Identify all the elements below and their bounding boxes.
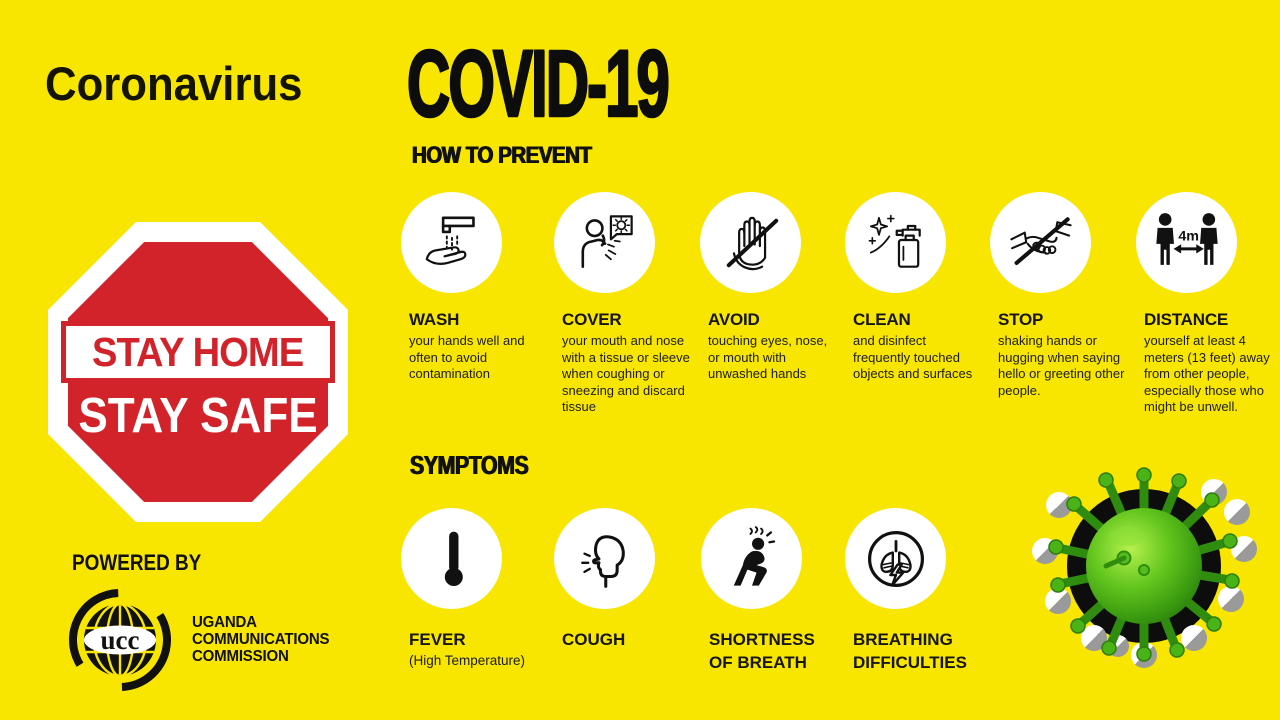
cough-icon <box>567 521 643 597</box>
clean-disinfect-icon <box>859 206 933 280</box>
avoid-touching-face-icon <box>714 206 788 280</box>
prevention-description: your mouth and nose with a tissue or sleeve when coughing or sneezing and discard tissue <box>562 333 690 414</box>
org-line: UGANDA <box>192 614 257 631</box>
prevention-description: your hands well and often to avoid contamination <box>409 333 525 381</box>
prevention-description: touching eyes, nose, or mouth with unwashed hands <box>708 333 828 381</box>
brand-title: Coronavirus <box>45 57 303 110</box>
symptom-item-fever <box>401 508 571 668</box>
org-line: COMMUNICATIONS <box>192 631 330 648</box>
prevention-description: and disinfect frequently touched objects and surfaces <box>853 333 973 381</box>
prevention-label: CLEAN <box>853 310 911 329</box>
coronavirus-illustration <box>1032 450 1258 682</box>
prevention-description: shaking hands or hugging when saying hello or greeting other people. <box>998 333 1125 398</box>
prevention-heading: HOW TO PREVENT <box>412 142 592 169</box>
cover-cough-icon <box>568 206 642 280</box>
prevention-description: yourself at least 4 meters (13 feet) away from other people, especially those who might be unwell. <box>1144 333 1270 414</box>
icon-circle <box>845 192 946 293</box>
organization-name <box>192 614 329 665</box>
shortness-of-breath-icon <box>714 521 790 597</box>
icon-circle <box>554 508 655 609</box>
ucc-logo-text: ucc <box>100 625 140 655</box>
icon-circle <box>990 192 1091 293</box>
distance-4m-label: 4m <box>1177 227 1199 244</box>
breathing-difficulties-icon <box>856 519 936 599</box>
stay-safe-text: STAY SAFE <box>78 389 318 443</box>
org-line: COMMISSION <box>192 648 289 665</box>
symptom-item-breathing <box>845 508 1015 674</box>
symptom-item-cough <box>554 508 724 651</box>
prevention-label: COVER <box>562 310 622 329</box>
symptom-label: SHORTNESS OF BREATH <box>709 630 815 672</box>
stay-home-text: STAY HOME <box>92 328 304 375</box>
symptom-sublabel: (High Temperature) <box>409 653 526 668</box>
symptom-label: FEVER <box>409 630 466 649</box>
prevention-item-distance <box>1136 192 1280 416</box>
prevention-label: WASH <box>409 310 460 329</box>
stay-home-band <box>61 321 335 383</box>
wash-hands-icon <box>415 206 489 280</box>
no-handshake-icon <box>1004 206 1078 280</box>
page-title: COVID-19 <box>407 31 668 137</box>
icon-circle <box>700 192 801 293</box>
powered-by-label: POWERED BY <box>72 550 202 575</box>
icon-circle <box>554 192 655 293</box>
prevention-label: STOP <box>998 310 1044 329</box>
icon-circle <box>401 192 502 293</box>
social-distance-icon <box>1145 201 1229 285</box>
prevention-item-cover <box>554 192 724 416</box>
prevention-item-stop <box>990 192 1160 399</box>
icon-circle <box>701 508 802 609</box>
symptoms-heading: SYMPTOMS <box>410 450 529 480</box>
icon-circle <box>1136 192 1237 293</box>
prevention-item-wash <box>401 192 571 383</box>
stop-sign <box>48 222 348 522</box>
prevention-label: DISTANCE <box>1144 310 1229 329</box>
icon-circle <box>845 508 946 609</box>
prevention-label: AVOID <box>708 310 760 329</box>
symptom-label: BREATHING DIFFICULTIES <box>853 630 967 672</box>
symptom-label: COUGH <box>562 630 626 649</box>
icon-circle <box>401 508 502 609</box>
ucc-logo <box>66 586 184 692</box>
fever-icon <box>416 523 488 595</box>
